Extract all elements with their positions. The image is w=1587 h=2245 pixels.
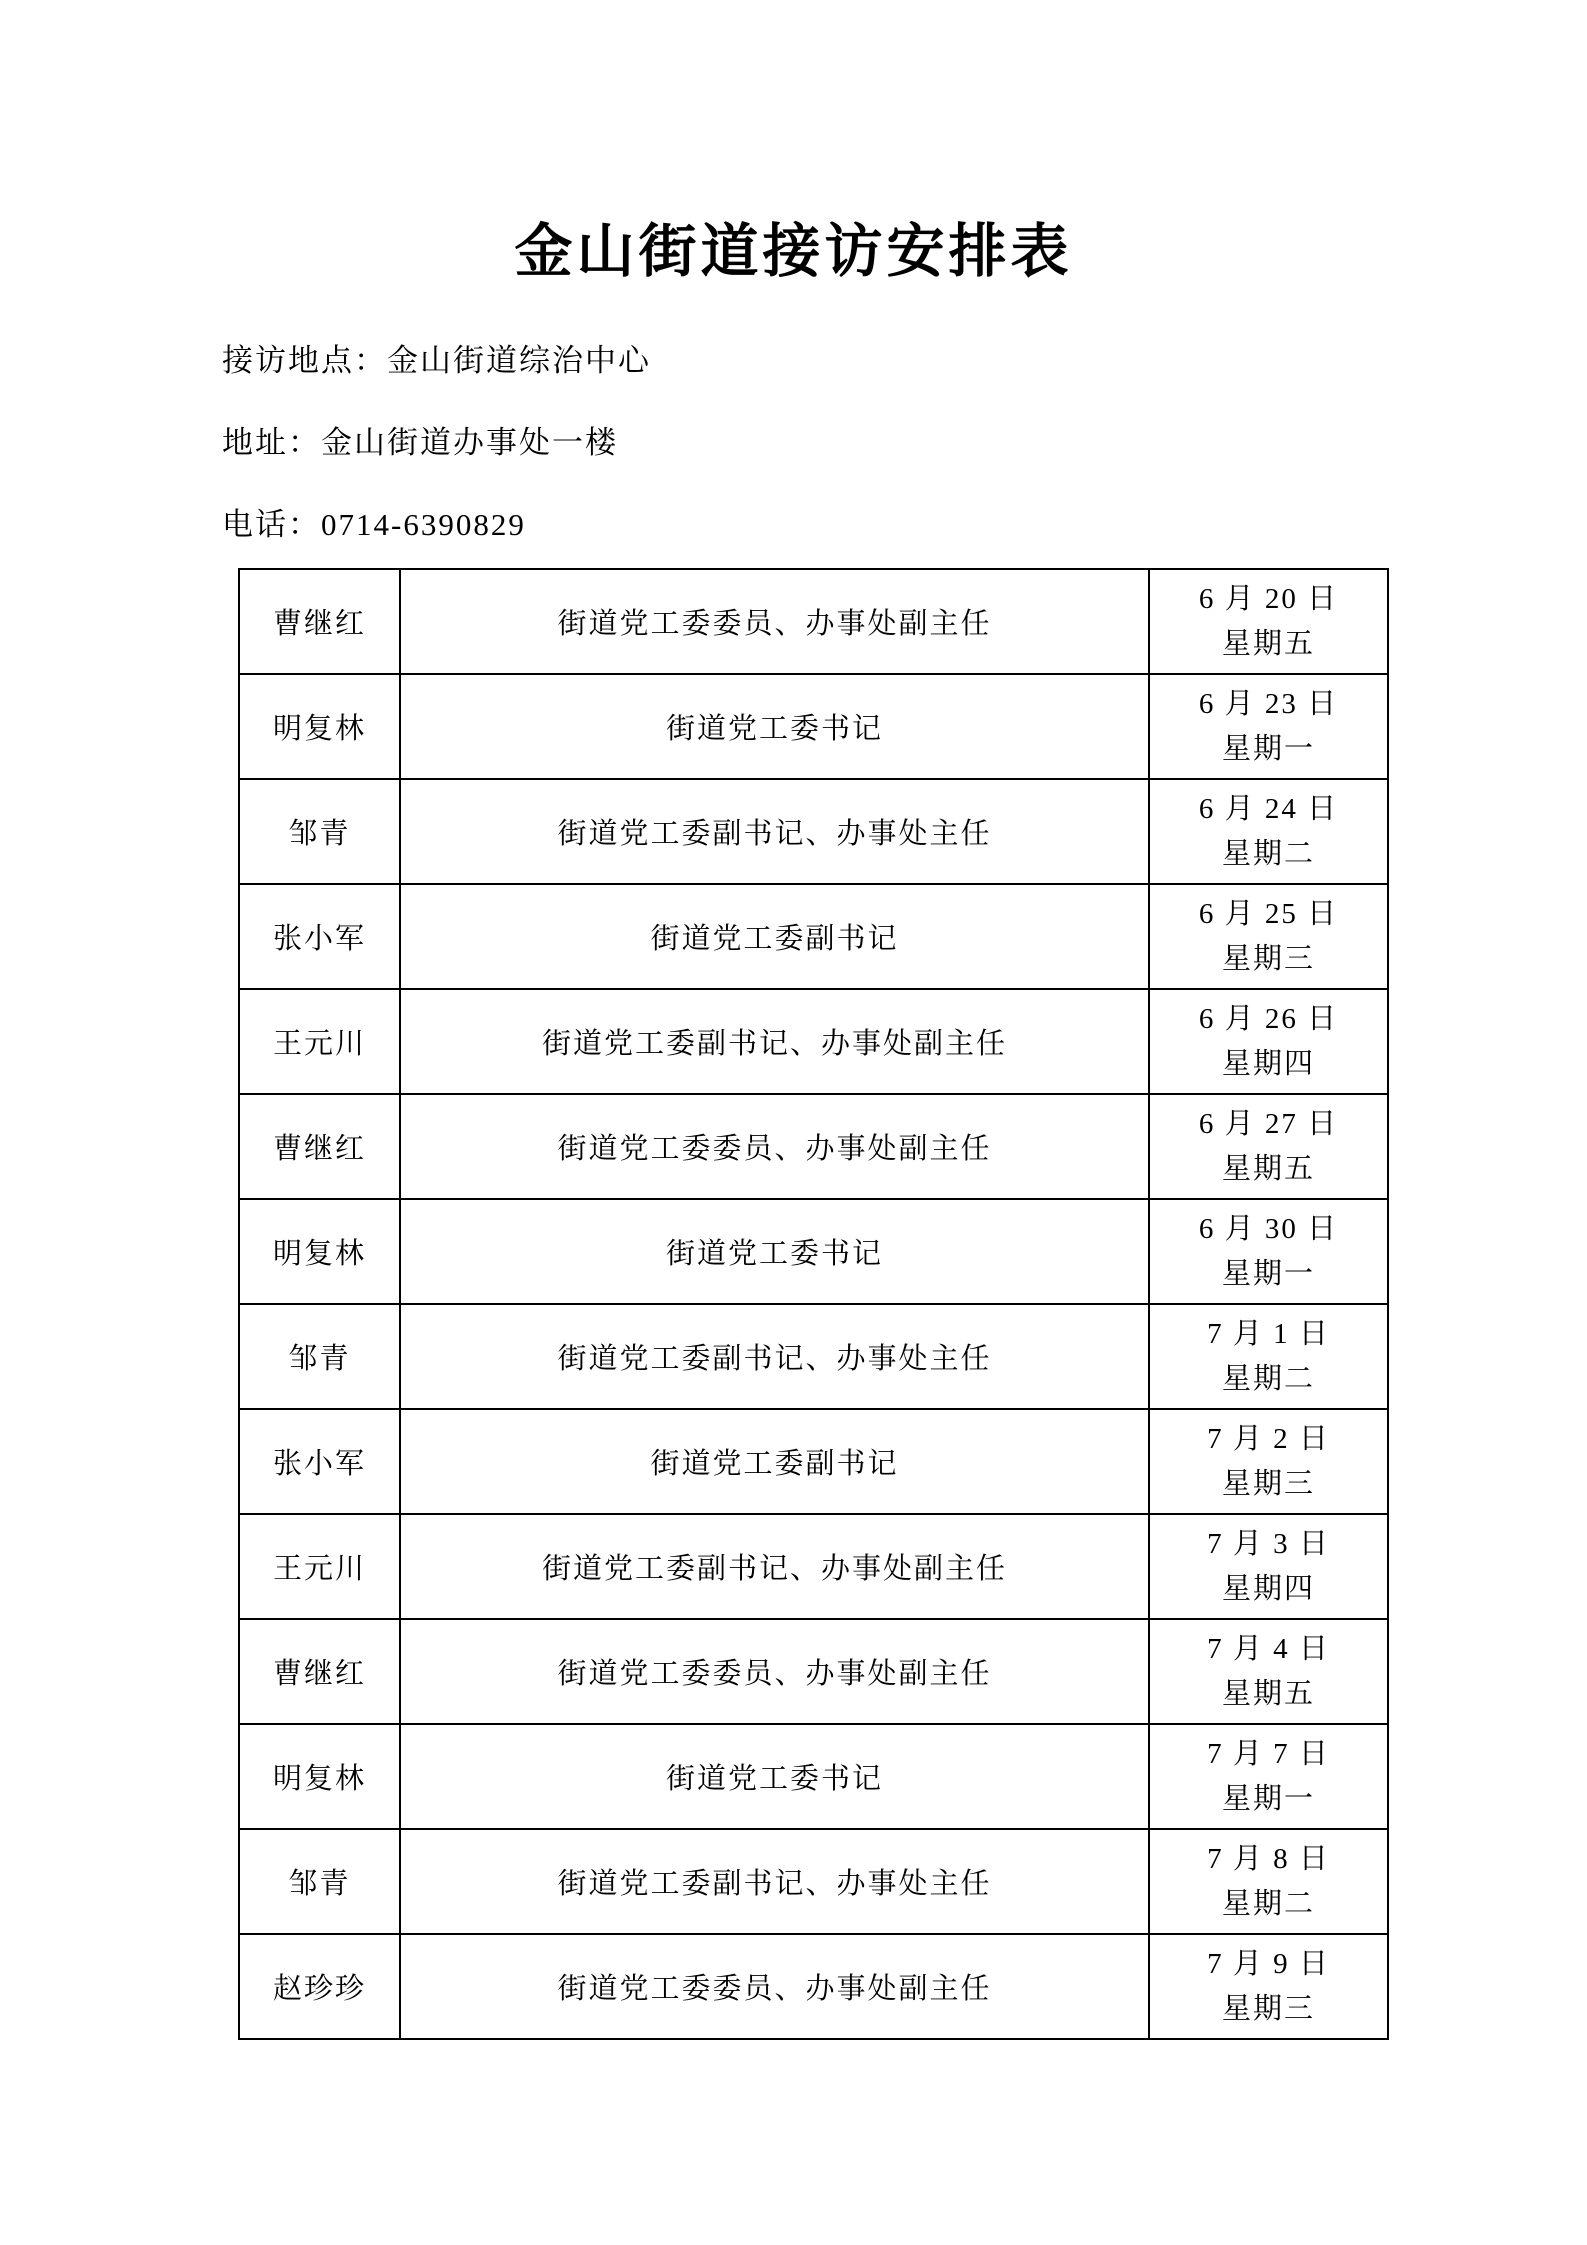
table-row [239, 1829, 1388, 1934]
position-cell: 街道党工委副书记、办事处主任 [400, 1304, 1149, 1409]
weekday-line: 星期五 [1221, 1677, 1315, 1710]
position-cell: 街道党工委副书记、办事处主任 [400, 779, 1149, 884]
weekday-line: 星期三 [1221, 942, 1315, 975]
table-row [239, 1934, 1388, 2039]
table-row [239, 674, 1388, 779]
date-line: 6 月 23 日 [1198, 687, 1339, 720]
name-cell: 王元川 [239, 1514, 400, 1619]
name-cell: 明复林 [239, 1199, 400, 1304]
position-cell: 街道党工委副书记、办事处副主任 [400, 1514, 1149, 1619]
position-cell: 街道党工委书记 [400, 674, 1149, 779]
weekday-line: 星期二 [1221, 1887, 1315, 1920]
position-cell: 街道党工委委员、办事处副主任 [400, 1619, 1149, 1724]
date-line: 7 月 1 日 [1207, 1317, 1330, 1350]
name-cell: 明复林 [239, 674, 400, 779]
weekday-line: 星期五 [1221, 627, 1315, 660]
table-row [239, 1304, 1388, 1409]
date-line: 7 月 9 日 [1207, 1947, 1330, 1980]
weekday-line: 星期一 [1221, 732, 1315, 765]
name-cell: 邹青 [239, 1829, 400, 1934]
date-cell [1149, 989, 1388, 1094]
date-cell [1149, 1724, 1388, 1829]
weekday-line: 星期四 [1221, 1047, 1315, 1080]
position-cell: 街道党工委书记 [400, 1724, 1149, 1829]
weekday-line: 星期四 [1221, 1572, 1315, 1605]
table-row [239, 1514, 1388, 1619]
date-cell [1149, 1304, 1388, 1409]
table-row [239, 1409, 1388, 1514]
table-row [239, 1619, 1388, 1724]
weekday-line: 星期一 [1221, 1257, 1315, 1290]
position-cell: 街道党工委副书记 [400, 884, 1149, 989]
weekday-line: 星期五 [1221, 1152, 1315, 1185]
date-line: 7 月 4 日 [1207, 1632, 1330, 1665]
date-line: 6 月 20 日 [1198, 582, 1339, 615]
date-line: 6 月 30 日 [1198, 1212, 1339, 1245]
name-cell: 曹继红 [239, 1619, 400, 1724]
date-line: 6 月 25 日 [1198, 897, 1339, 930]
table-row [239, 1724, 1388, 1829]
date-cell [1149, 1199, 1388, 1304]
weekday-line: 星期一 [1221, 1782, 1315, 1815]
position-cell: 街道党工委委员、办事处副主任 [400, 569, 1149, 674]
weekday-line: 星期三 [1221, 1467, 1315, 1500]
name-cell: 张小军 [239, 884, 400, 989]
date-line: 7 月 8 日 [1207, 1842, 1330, 1875]
page-title: 金山街道接访安排表 [514, 219, 1073, 284]
position-cell: 街道党工委副书记、办事处主任 [400, 1829, 1149, 1934]
date-line: 6 月 26 日 [1198, 1002, 1339, 1035]
phone-line: 电话：0714-6390829 [222, 507, 526, 542]
date-cell [1149, 1619, 1388, 1724]
date-line: 6 月 27 日 [1198, 1107, 1339, 1140]
date-line: 6 月 24 日 [1198, 792, 1339, 825]
date-line: 7 月 7 日 [1207, 1737, 1330, 1770]
position-cell: 街道党工委副书记、办事处副主任 [400, 989, 1149, 1094]
name-cell: 曹继红 [239, 569, 400, 674]
date-cell [1149, 1829, 1388, 1934]
weekday-line: 星期二 [1221, 1362, 1315, 1395]
name-cell: 邹青 [239, 1304, 400, 1409]
weekday-line: 星期二 [1221, 837, 1315, 870]
date-line: 7 月 3 日 [1207, 1527, 1330, 1560]
schedule-table [238, 568, 1389, 2040]
table-row [239, 989, 1388, 1094]
date-cell [1149, 569, 1388, 674]
position-cell: 街道党工委委员、办事处副主任 [400, 1094, 1149, 1199]
position-cell: 街道党工委副书记 [400, 1409, 1149, 1514]
table-row [239, 779, 1388, 884]
table-row [239, 1199, 1388, 1304]
table-row [239, 1094, 1388, 1199]
name-cell: 赵珍珍 [239, 1934, 400, 2039]
schedule-table-body [239, 569, 1388, 2039]
date-cell [1149, 674, 1388, 779]
date-cell [1149, 779, 1388, 884]
name-cell: 曹继红 [239, 1094, 400, 1199]
date-cell [1149, 884, 1388, 989]
name-cell: 张小军 [239, 1409, 400, 1514]
position-cell: 街道党工委委员、办事处副主任 [400, 1934, 1149, 2039]
name-cell: 邹青 [239, 779, 400, 884]
date-cell [1149, 1514, 1388, 1619]
table-row [239, 884, 1388, 989]
name-cell: 明复林 [239, 1724, 400, 1829]
weekday-line: 星期三 [1221, 1992, 1315, 2025]
table-row [239, 569, 1388, 674]
name-cell: 王元川 [239, 989, 400, 1094]
date-cell [1149, 1094, 1388, 1199]
position-cell: 街道党工委书记 [400, 1199, 1149, 1304]
date-cell [1149, 1409, 1388, 1514]
address-line: 地址：金山街道办事处一楼 [222, 425, 618, 460]
date-cell [1149, 1934, 1388, 2039]
date-line: 7 月 2 日 [1207, 1422, 1330, 1455]
reception-location-line: 接访地点：金山街道综治中心 [222, 343, 651, 378]
